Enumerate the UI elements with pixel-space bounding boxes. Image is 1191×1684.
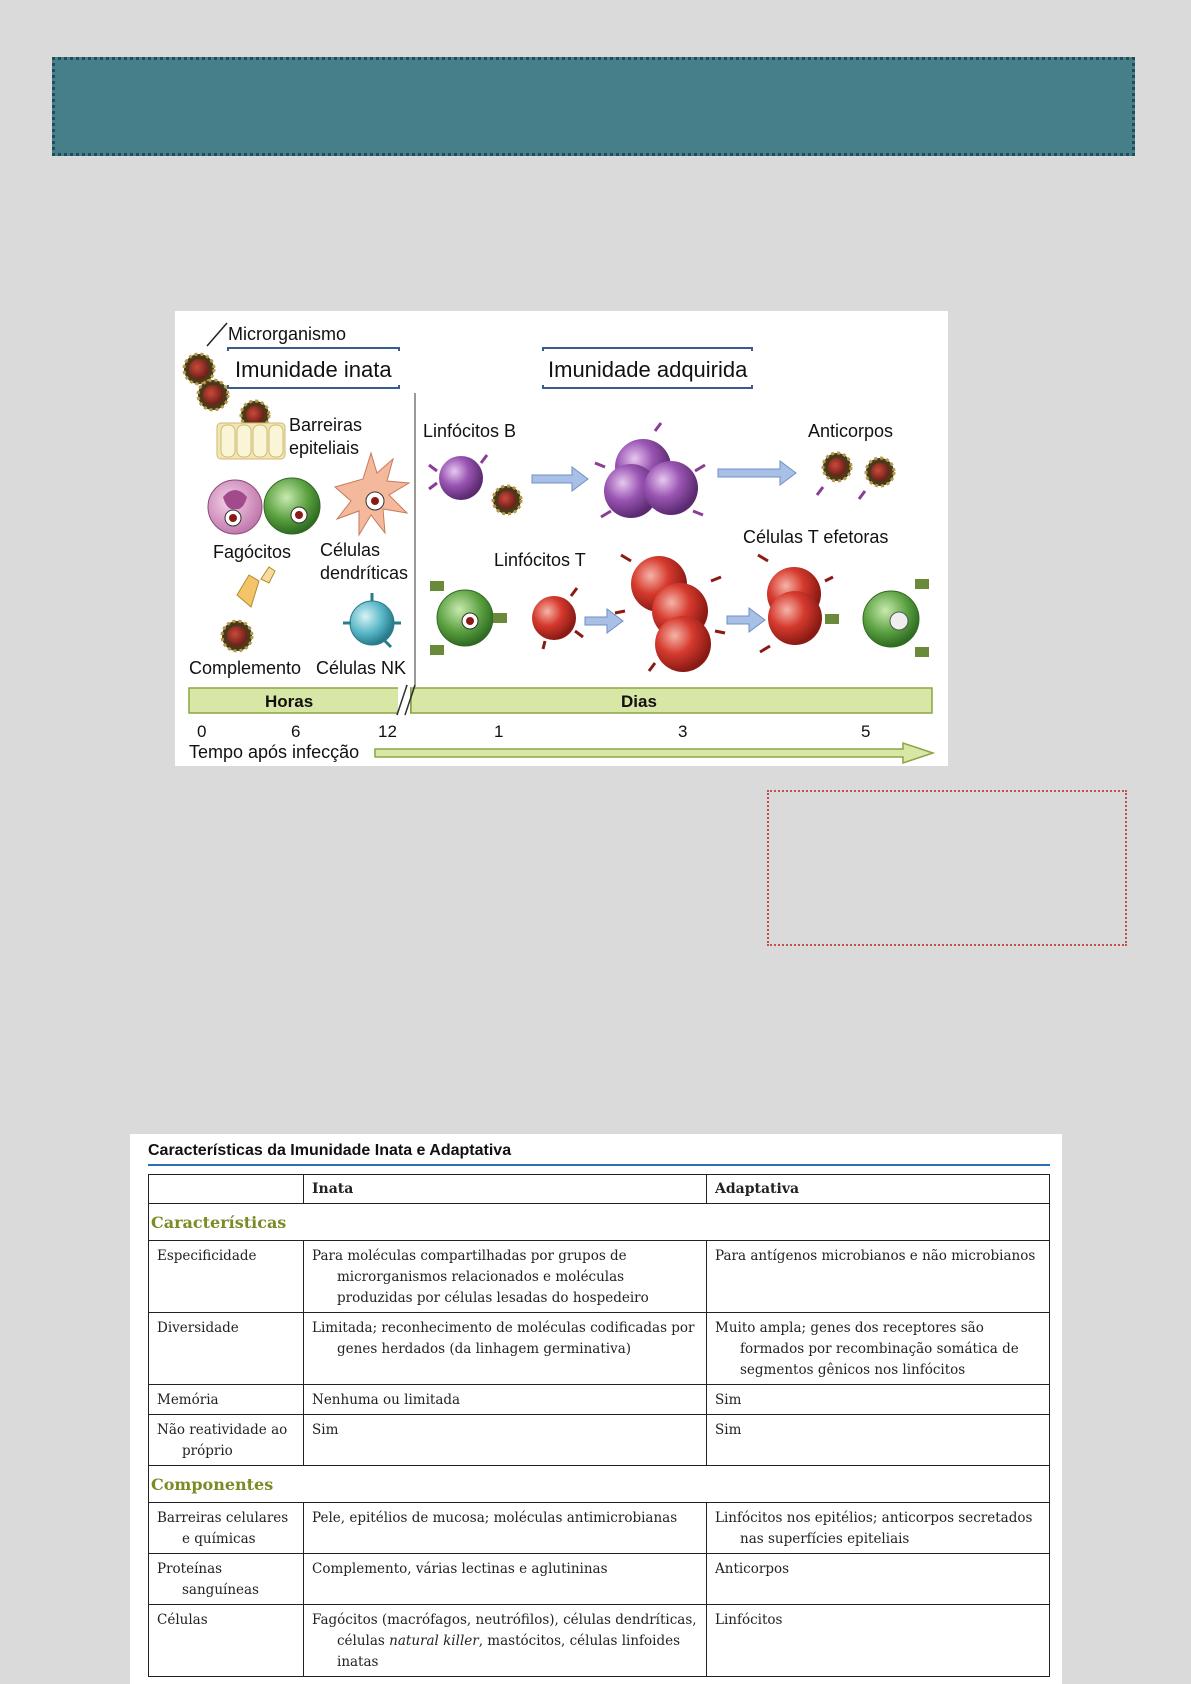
adaptive-title: Imunidade adquirida xyxy=(548,357,748,382)
arrow-icon xyxy=(532,467,588,491)
apc-icon xyxy=(430,581,507,655)
innate-text-suffix: , mastócitos, células linfoides inatas xyxy=(337,1633,681,1670)
table-title: Características da Imunidade Inata e Adaptativa xyxy=(148,1142,512,1159)
tick-label: 0 xyxy=(197,722,207,741)
phagocyte-icon xyxy=(208,478,320,534)
table-row xyxy=(149,1313,1050,1385)
tick-label: 5 xyxy=(861,722,871,741)
adaptive-cell: Linfócitos nos epitélios; anticorpos secretados nas superfícies epiteliais xyxy=(715,1510,1033,1547)
adaptive-cell: Anticorpos xyxy=(715,1561,790,1577)
table-row xyxy=(149,1415,1050,1466)
b-cell-clone-icon xyxy=(595,423,705,518)
innate-cell: Para moléculas compartilhadas por grupos de microrganismos relacionados e moléculas produzidas por células lesadas do hospedeiro xyxy=(312,1248,649,1306)
innate-cell: Complemento, várias lectinas e aglutininas xyxy=(312,1561,608,1577)
innate-title: Imunidade inata xyxy=(235,357,392,382)
dendritic-label-2: dendríticas xyxy=(320,563,409,583)
header-cell: Adaptativa xyxy=(707,1175,1050,1204)
days-label: Dias xyxy=(621,692,657,711)
table-row xyxy=(149,1503,1050,1554)
adaptive-cell: Para antígenos microbianos e não microbianos xyxy=(715,1248,1036,1264)
table-row xyxy=(149,1605,1050,1677)
hours-label: Horas xyxy=(265,692,314,711)
epithelial-barrier-icon xyxy=(217,423,285,459)
section-title-components: Componentes xyxy=(151,1475,274,1494)
adaptive-cell: Sim xyxy=(715,1422,742,1438)
innate-cell: Sim xyxy=(312,1422,339,1438)
row-label: Diversidade xyxy=(157,1320,239,1336)
innate-cell: Nenhuma ou limitada xyxy=(312,1392,461,1408)
arrow-icon xyxy=(718,461,796,485)
table-row xyxy=(149,1241,1050,1313)
adaptive-cell: Muito ampla; genes dos receptores são formados por recombinação somática de segmentos gênicos nos linfócitos xyxy=(715,1320,1019,1378)
row-label: Memória xyxy=(157,1392,219,1408)
t-lymphocyte-icon xyxy=(532,588,583,649)
microorganism-label: Microrganismo xyxy=(228,324,347,344)
b-lymphocyte-icon xyxy=(429,455,521,514)
adaptive-cell: Linfócitos xyxy=(715,1612,783,1628)
time-arrow-icon xyxy=(375,743,933,763)
table-row xyxy=(149,1385,1050,1415)
tick-label: 12 xyxy=(378,722,397,741)
table-header-row xyxy=(149,1175,1050,1204)
innate-text-prefix: Fagócitos (macrófagos, neutrófilos), células dendríticas, células xyxy=(312,1612,697,1649)
immunity-figure xyxy=(175,311,948,766)
effector-t-cells-label: Células T efetoras xyxy=(743,527,889,547)
innate-text-italic: natural killer xyxy=(389,1633,479,1649)
tick-label: 3 xyxy=(678,722,688,741)
effector-t-cell-icon xyxy=(758,555,929,657)
section-row xyxy=(149,1204,1050,1241)
nk-cell-icon xyxy=(343,593,401,647)
t-lymphocytes-label: Linfócitos T xyxy=(494,550,586,570)
row-label: Células xyxy=(157,1612,208,1628)
row-label: Especificidade xyxy=(157,1248,257,1264)
row-label: Barreiras celulares e químicas xyxy=(157,1510,289,1547)
tick-label: 6 xyxy=(291,722,301,741)
immunity-table xyxy=(148,1174,1050,1677)
tick-label: 1 xyxy=(494,722,504,741)
dendritic-label-1: Células xyxy=(320,540,381,560)
adaptive-title-box xyxy=(543,348,752,388)
empty-note-box xyxy=(767,790,1127,946)
row-label: Não reatividade ao próprio xyxy=(157,1422,288,1459)
antibodies-icon xyxy=(817,453,894,499)
antibodies-label: Anticorpos xyxy=(808,421,894,441)
dendritic-cell-icon xyxy=(335,453,409,535)
complement-label: Complemento xyxy=(189,658,302,678)
epithelial-label-2: epiteliais xyxy=(289,438,360,458)
section-title-characteristics: Características xyxy=(151,1213,287,1232)
time-axis-label: Tempo após infecção xyxy=(189,742,360,762)
complement-icon xyxy=(222,567,275,651)
header-banner xyxy=(52,57,1135,156)
nk-cells-label: Células NK xyxy=(316,658,407,678)
row-label: Proteínas sanguíneas xyxy=(157,1561,259,1598)
immunity-table-card xyxy=(130,1134,1062,1684)
adaptive-cell: Sim xyxy=(715,1392,742,1408)
innate-cell xyxy=(312,1610,700,1673)
innate-cell: Limitada; reconhecimento de moléculas codificadas por genes herdados (da linhagem germinativa) xyxy=(312,1320,695,1357)
header-cell xyxy=(149,1175,304,1204)
t-cell-clone-icon xyxy=(615,555,725,672)
epithelial-label-1: Barreiras xyxy=(289,415,363,435)
b-lymphocytes-label: Linfócitos B xyxy=(423,421,517,441)
section-row xyxy=(149,1466,1050,1503)
table-row xyxy=(149,1554,1050,1605)
phagocytes-label: Fagócitos xyxy=(213,542,292,562)
innate-title-box xyxy=(228,348,399,388)
title-rule xyxy=(148,1164,1050,1166)
arrow-icon xyxy=(727,608,765,632)
innate-cell: Pele, epitélios de mucosa; moléculas antimicrobianas xyxy=(312,1510,678,1526)
header-cell: Inata xyxy=(304,1175,707,1204)
